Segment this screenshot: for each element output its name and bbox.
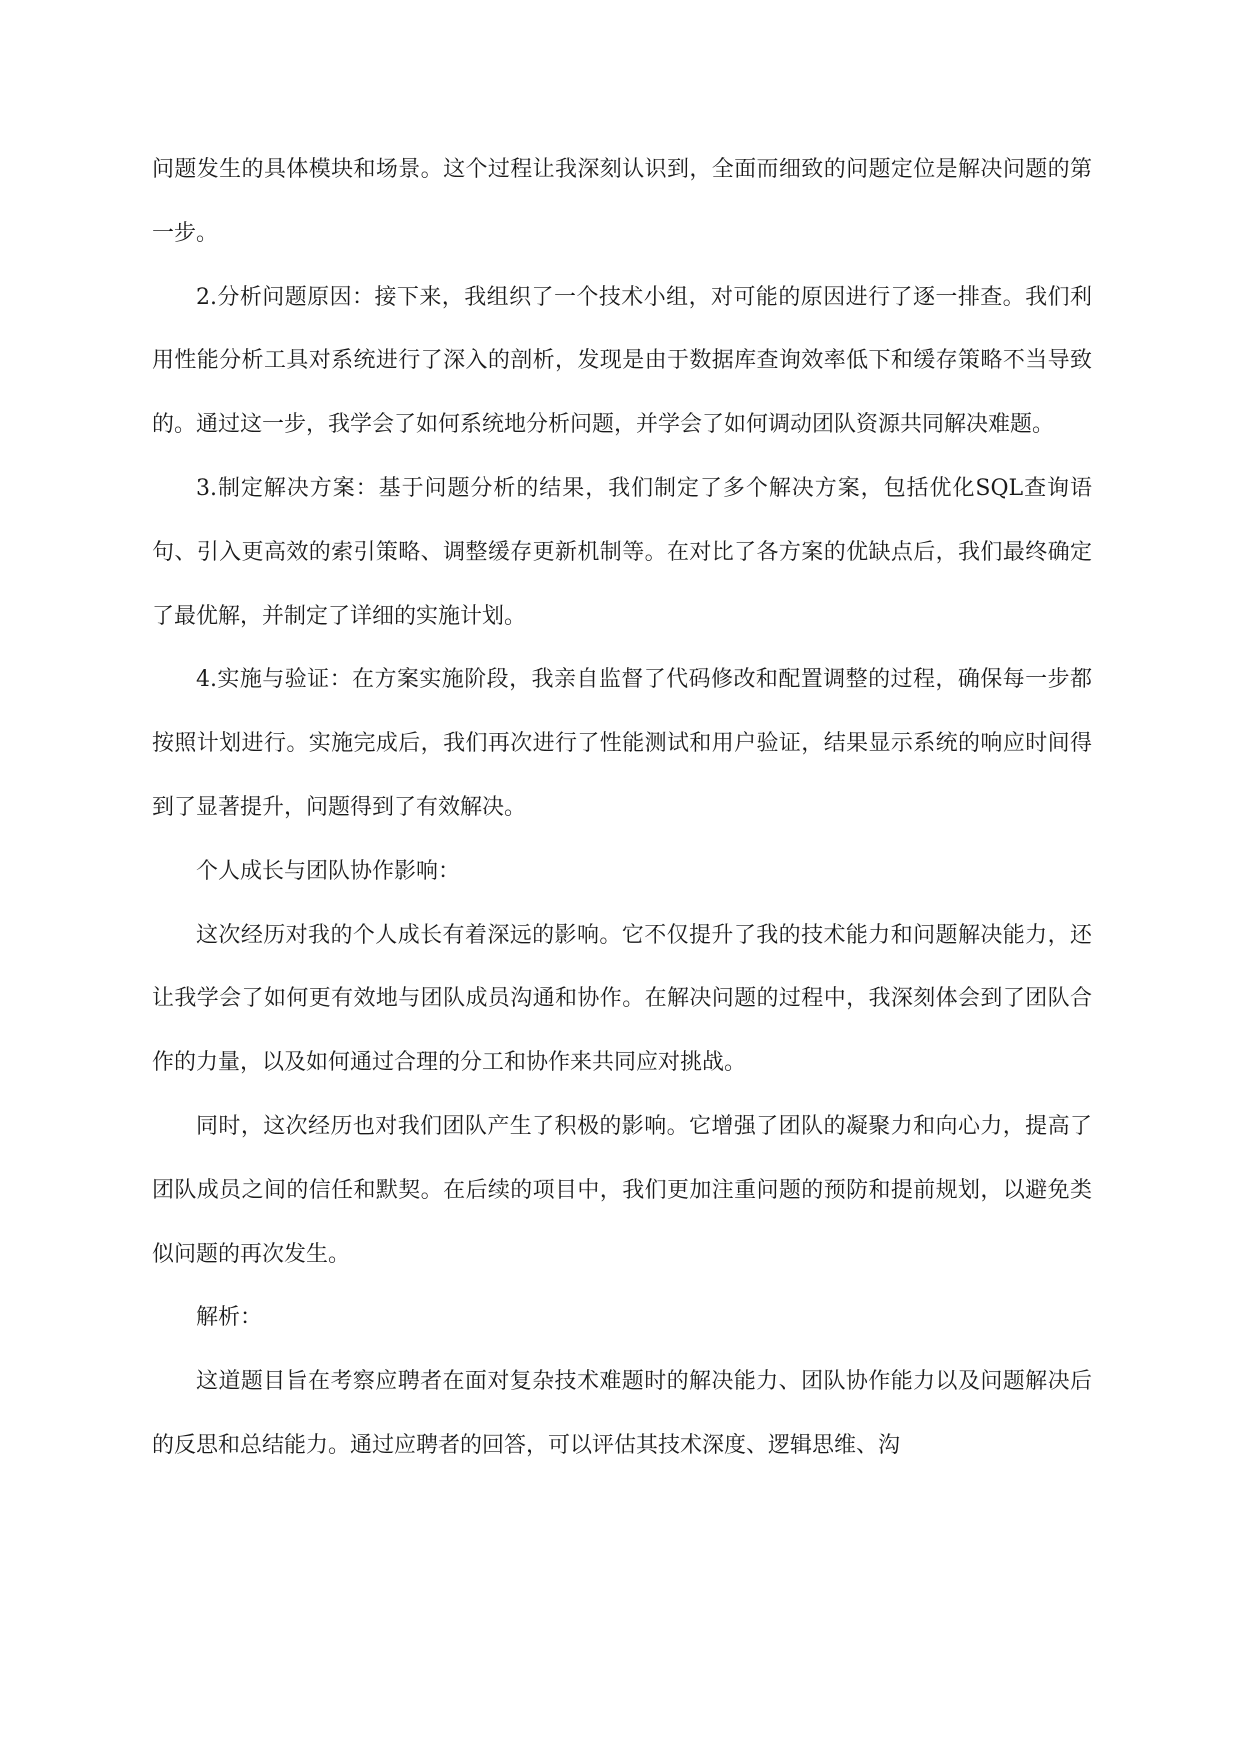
- paragraph-team-impact: 同时，这次经历也对我们团队产生了积极的影响。它增强了团队的凝聚力和向心力，提高了团队成员之间的信任和默契。在后续的项目中，我们更加注重问题的预防和提前规划，以避免类似问题的再次发生。: [152, 1113, 1092, 1267]
- paragraph-analyze-cause: 2.分析问题原因：接下来，我组织了一个技术小组，对可能的原因进行了逐一排查。我们利用性能分析工具对系统进行了深入的剖析，发现是由于数据库查询效率低下和缓存策略不当导致的。通过这一步，我学会了如何系统地分析问题，并学会了如何调动团队资源共同解决难题。: [152, 284, 1092, 438]
- paragraph-analysis: 这道题目旨在考察应聘者在面对复杂技术难题时的解决能力、团队协作能力以及问题解决后的反思和总结能力。通过应聘者的回答，可以评估其技术深度、逻辑思维、沟: [152, 1369, 1092, 1458]
- paragraph-problem-locating-end: 问题发生的具体模块和场景。这个过程让我深刻认识到，全面而细致的问题定位是解决问题的第一步。: [152, 157, 1092, 246]
- paragraph-implement-verify: 4.实施与验证：在方案实施阶段，我亲自监督了代码修改和配置调整的过程，确保每一步都按照计划进行。实施完成后，我们再次进行了性能测试和用户验证，结果显示系统的响应时间得到了显著提升，问题得到了有效解决。: [152, 667, 1092, 820]
- paragraph-personal-growth: 这次经历对我的个人成长有着深远的影响。它不仅提升了我的技术能力和问题解决能力，还让我学会了如何更有效地与团队成员沟通和协作。在解决问题的过程中，我深刻体会到了团队合作的力量，以及如何通过合理的分工和协作来共同应对挑战。: [152, 922, 1092, 1076]
- heading-growth-teamwork: 个人成长与团队协作影响：: [196, 858, 461, 884]
- paragraph-solution-plan: 3.制定解决方案：基于问题分析的结果，我们制定了多个解决方案，包括优化SQL查询语句、引入更高效的索引策略、调整缓存更新机制等。在对比了各方案的优缺点后，我们最终确定了最优解，并制定了详细的实施计划。: [152, 475, 1092, 629]
- heading-analysis: 解析：: [196, 1305, 263, 1331]
- document-page: [152, 138, 1092, 1478]
